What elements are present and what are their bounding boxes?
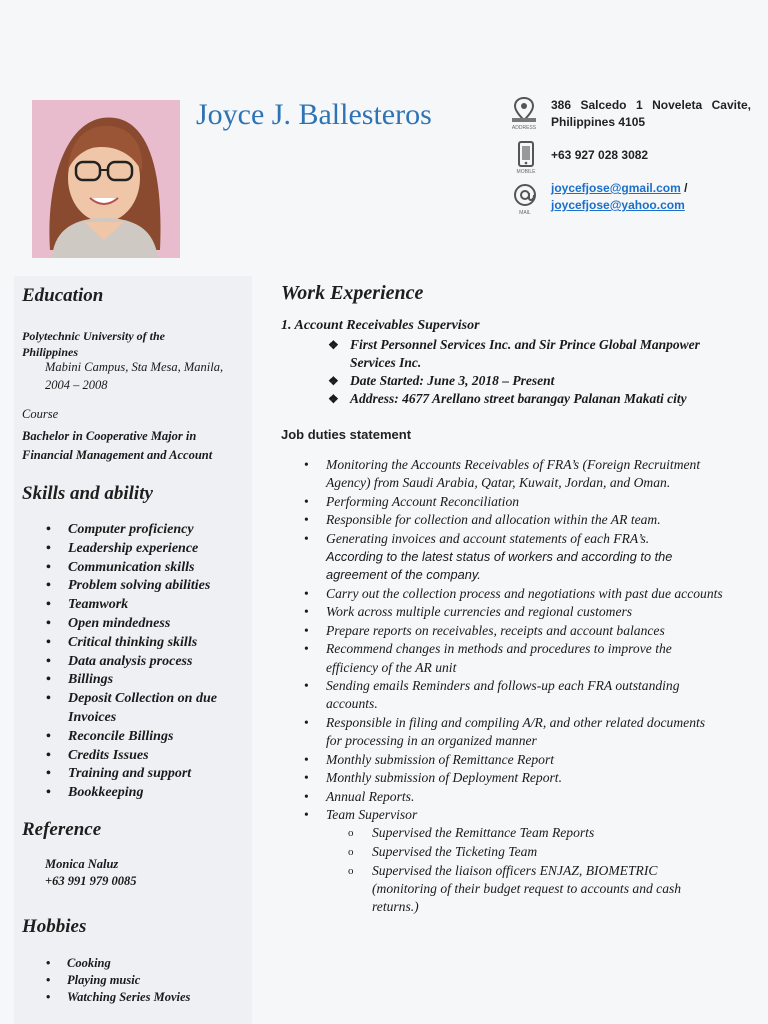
duties-heading: Job duties statement (281, 427, 412, 442)
list-item: • Credits Issues (46, 747, 246, 766)
list-item: • Prepare reports on receivables, receipts and account balances (304, 622, 724, 640)
education-campus-name: Mabini Campus, Sta Mesa, Manila, (45, 360, 224, 374)
address-icon (509, 96, 539, 130)
list-item: o Supervised the Ticketing Team (348, 843, 724, 861)
list-item: • Open mindedness (46, 615, 246, 634)
phone-icon (512, 140, 542, 174)
list-item: • Sending emails Reminders and follows-up each FRA outstanding accounts. (304, 677, 724, 713)
list-item: • Monitoring the Accounts Receivables of FRA’s (Foreign Recruitment Agency) from Saudi Arabia, Qatar, Kuwait, Jordan, and Oman. (304, 456, 724, 492)
list-item: • Cooking (46, 955, 190, 972)
email-link-yahoo[interactable]: joycefjose@yahoo.com (551, 198, 685, 212)
list-item: • Carry out the collection process and negotiations with past due accounts (304, 585, 724, 603)
list-item: • Problem solving abilities (46, 577, 246, 596)
list-item: • Leadership experience (46, 540, 246, 559)
list-item: • Monthly submission of Deployment Report. (304, 769, 724, 787)
contact-address: 386 Salcedo 1 Noveleta Cavite, Philippines 4105 (551, 98, 751, 129)
job-title: 1. Account Receivables Supervisor (281, 318, 480, 333)
list-item: • Deposit Collection on due Invoices (46, 690, 246, 728)
email-link-gmail[interactable]: joycefjose@gmail.com (551, 181, 681, 195)
list-item: • Reconcile Billings (46, 728, 246, 747)
work-experience-heading: Work Experience (281, 282, 424, 304)
education-school: Polytechnic University of the Philippines (22, 329, 165, 359)
hobbies-list (46, 955, 190, 1006)
job-details-list (328, 336, 718, 408)
list-item: • Teamwork (46, 596, 246, 615)
list-item: • Playing music (46, 972, 190, 989)
candidate-name: Joyce J. Ballesteros (196, 98, 432, 131)
course-name: Bachelor in Cooperative Major in Financial Management and Account (22, 429, 213, 462)
list-item: • Critical thinking skills (46, 634, 246, 653)
svg-text:ADDRESS: ADDRESS (511, 125, 537, 130)
list-item: • Recommend changes in methods and procedures to improve the efficiency of the AR unit (304, 640, 724, 676)
profile-photo (32, 100, 180, 258)
reference-heading: Reference (22, 819, 102, 840)
list-item: • Data analysis process (46, 653, 246, 672)
hobbies-heading: Hobbies (22, 916, 87, 937)
duty-text-continued: According to the latest status of workers and according to the agreement of the company. (326, 548, 673, 583)
list-item: • Monthly submission of Remittance Report (304, 751, 724, 769)
list-item (304, 806, 724, 916)
portrait-image (32, 100, 180, 258)
list-item: • Responsible for collection and allocation within the AR team. (304, 511, 724, 529)
sub-duties-list (348, 824, 724, 915)
list-item: • Work across multiple currencies and regional customers (304, 603, 724, 621)
list-item: • Bookkeeping (46, 784, 246, 803)
list-item: ❖ Date Started: June 3, 2018 – Present (328, 372, 718, 390)
svg-text:MAIL: MAIL (519, 210, 531, 216)
svg-text:MOBILE: MOBILE (516, 169, 536, 174)
list-item: • Computer proficiency (46, 521, 246, 540)
contact-email (551, 180, 687, 214)
education-years: 2004 – 2008 (45, 378, 108, 392)
list-item: ❖ First Personnel Services Inc. and Sir Prince Global Manpower Services Inc. (328, 336, 718, 372)
reference-name: Monica Naluz (45, 857, 119, 871)
skills-list (46, 521, 246, 803)
list-item: • Communication skills (46, 559, 246, 578)
list-item: • Billings (46, 671, 246, 690)
list-item: ❖ Address: 4677 Arellano street barangay Palanan Makati city (328, 390, 718, 408)
list-item: • Responsible in filing and compiling A/R, and other related documents for processing in an organized manner (304, 714, 724, 750)
duty-text: Team Supervisor (326, 807, 418, 823)
contact-phone: +63 927 028 3082 (551, 148, 649, 162)
list-item (304, 530, 724, 584)
course-label: Course (22, 407, 59, 421)
reference-phone: +63 991 979 0085 (45, 874, 137, 888)
duties-list (304, 456, 724, 916)
list-item: • Training and support (46, 765, 246, 784)
list-item: • Annual Reports. (304, 788, 724, 806)
skills-heading: Skills and ability (22, 483, 153, 504)
list-item: • Watching Series Movies (46, 989, 190, 1006)
duty-text: Generating invoices and account statements of each FRA’s. (326, 530, 650, 546)
email-separator: / (680, 181, 688, 195)
list-item: o Supervised the liaison officers ENJAZ, BIOMETRIC (monitoring of their budget request to accounts and cash returns.) (348, 862, 724, 916)
list-item: o Supervised the Remittance Team Reports (348, 824, 724, 842)
education-heading: Education (22, 285, 104, 306)
list-item: • Performing Account Reconciliation (304, 493, 724, 511)
email-at-icon (510, 182, 540, 216)
education-campus (45, 358, 245, 394)
